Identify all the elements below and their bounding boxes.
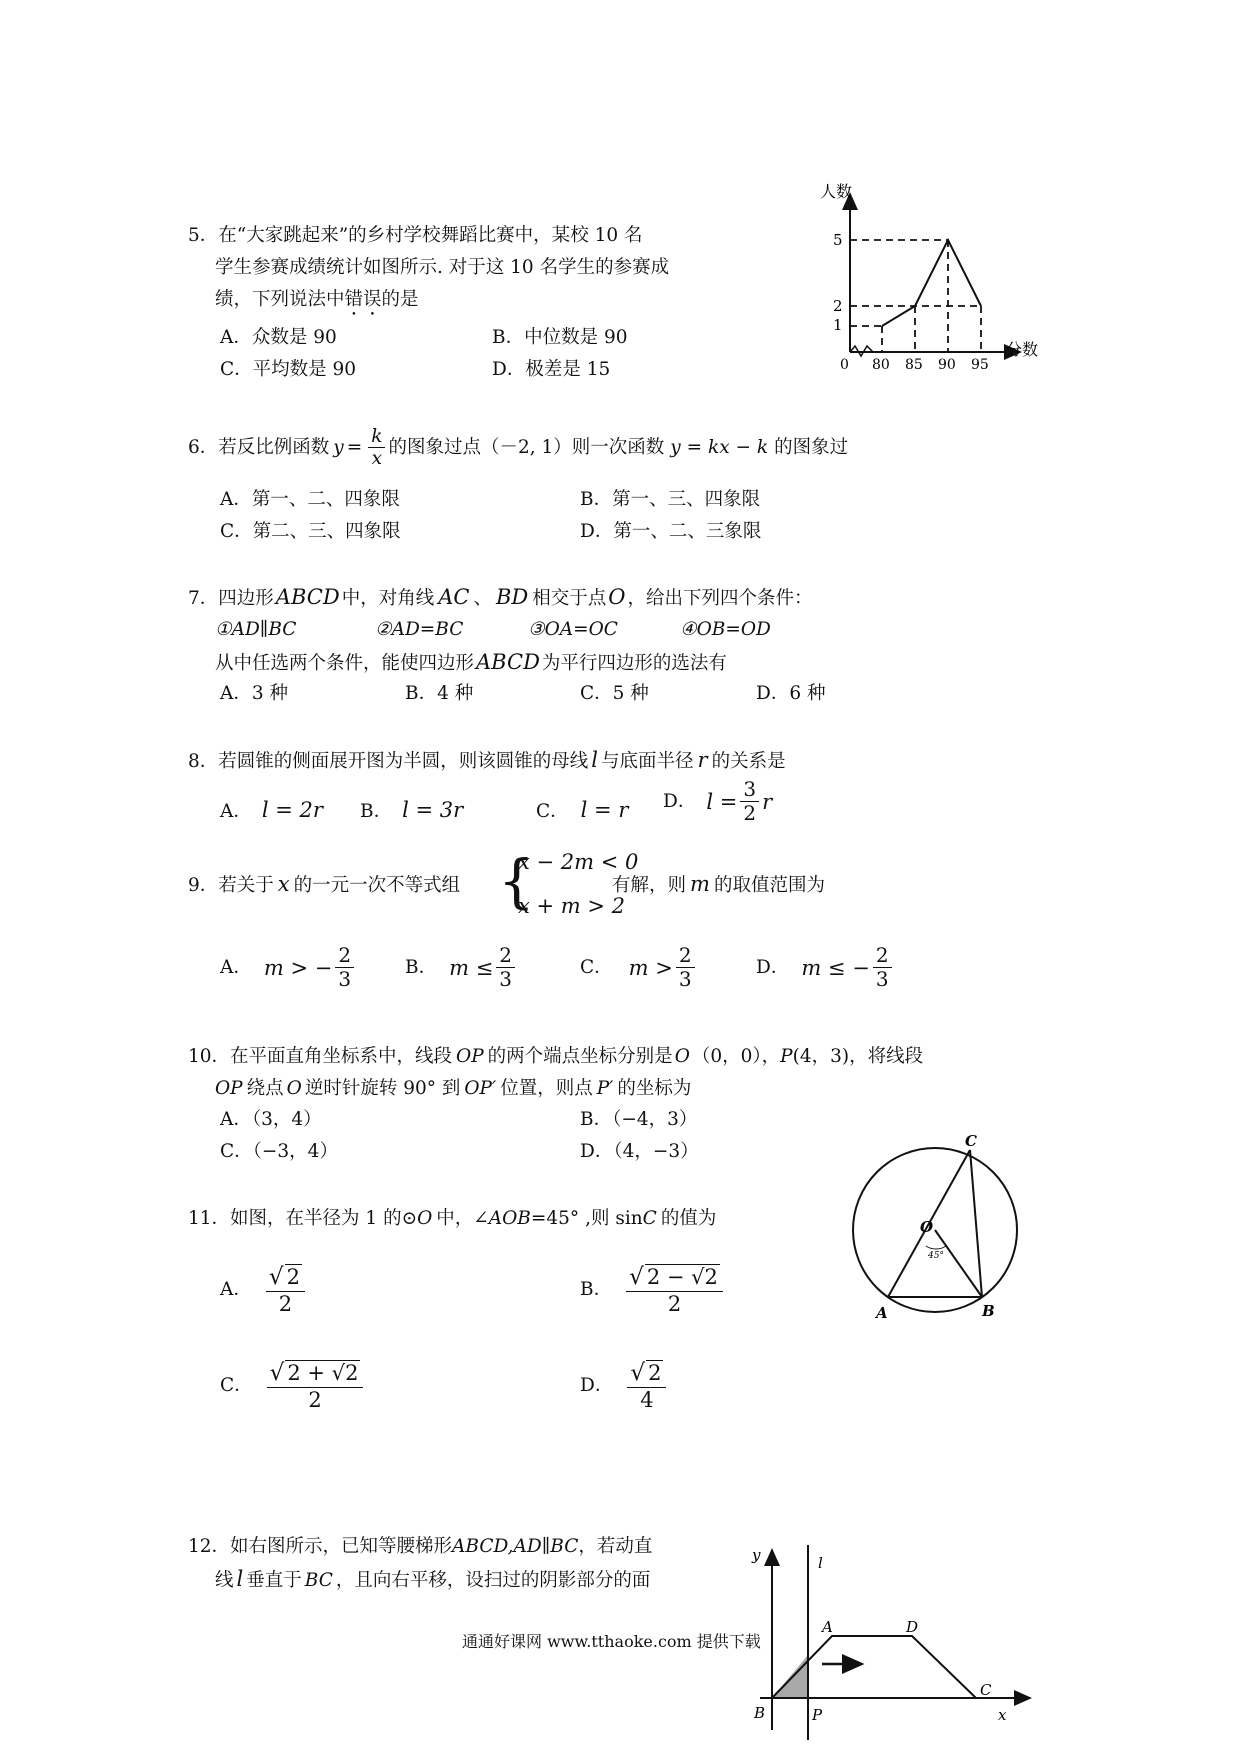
q5-dashed-guides xyxy=(850,240,981,352)
q5-xtick-80: 80 xyxy=(872,357,890,373)
q12-label-x: x xyxy=(998,1706,1007,1724)
q8-option-c: C． l = r xyxy=(536,798,629,822)
q12-label-c: C xyxy=(980,1681,992,1699)
q6-fraction-k-over-x: $\frac{k}{x}$ xyxy=(368,426,385,470)
q7-condition-3: ③OA=OC xyxy=(528,619,618,640)
q8-stem: 8．若圆锥的侧面展开图为半圆，则该圆锥的母线 l 与底面半径 r 的关系是 xyxy=(188,748,786,772)
q9-stem-pre: 9．若关于 x 的一元一次不等式组 xyxy=(188,872,461,896)
q5-option-a: A．众数是 90 xyxy=(220,327,337,348)
q6-stem: 6．若反比例函数 y = $\frac{k}{x}$ 的图象过点（－2, 1）则一次函数 y = kx − k 的图象过 xyxy=(188,426,849,470)
q5-frequency-line xyxy=(882,240,981,326)
q5-graph-ylabel: 人数 xyxy=(820,182,853,201)
q5-line3: 绩，下列说法中错误的是 xyxy=(215,289,419,310)
q8-fraction-3-over-2: $\frac{3}{2}$ xyxy=(740,778,759,825)
q8-option-d: D． l = $\frac{3}{2}$ r xyxy=(663,777,773,825)
q9-inequality-1: x − 2m < 0 xyxy=(518,850,639,874)
q12-line1: 12．如右图所示，已知等腰梯形ABCD,AD∥BC，若动直 xyxy=(188,1536,653,1557)
q11-label-b: B xyxy=(982,1302,995,1320)
q11-label-a: A xyxy=(876,1304,888,1322)
q7-condition-1: ①AD∥BC xyxy=(215,619,297,640)
q7-option-b: B．4 种 xyxy=(405,683,474,704)
q5-option-b: B．中位数是 90 xyxy=(492,327,628,348)
q9-option-d: D． m ≤ − $\frac{2}{3}$ xyxy=(756,944,895,991)
q6-option-b: B．第一、三、四象限 xyxy=(580,489,761,510)
q9-inequality-2: x + m > 2 xyxy=(518,894,626,918)
q7-line3: 从中任选两个条件，能使四边形ABCD 为平行四边形的选法有 xyxy=(215,650,727,674)
q6-option-d: D．第一、二、三象限 xyxy=(580,521,762,542)
q8-option-b: B． l = 3r xyxy=(360,798,464,822)
q7-option-a: A．3 种 xyxy=(220,683,289,704)
q10-option-a: A．（3，4） xyxy=(220,1109,322,1130)
q5-ytick-1: 1 xyxy=(833,316,843,334)
q5-score-graph xyxy=(820,172,1060,382)
q12-label-l: l xyxy=(818,1554,823,1572)
q5-graph-xlabel: 分数 xyxy=(1006,340,1039,359)
q10-option-b: B．（−4，3） xyxy=(580,1109,698,1130)
q12-label-p: P xyxy=(812,1706,823,1724)
q9-stem-post: 有解，则 m 的取值范围为 xyxy=(612,872,825,896)
q9-brace: { xyxy=(498,847,535,915)
q12-trapezoid-figure xyxy=(740,1540,1040,1754)
q5-xtick-0: 0 xyxy=(840,357,849,373)
q9-option-c: C． m > $\frac{2}{3}$ xyxy=(580,944,698,991)
q11-label-o: O xyxy=(920,1218,934,1236)
q5-ytick-2: 2 xyxy=(833,297,843,315)
q12-line2: 线 l 垂直于 BC ，且向右平移，设扫过的阴影部分的面 xyxy=(215,1567,651,1591)
q6-option-c: C．第二、三、四象限 xyxy=(220,521,401,542)
q6-option-a: A．第一、二、四象限 xyxy=(220,489,400,510)
q11-stem: 11．如图，在半径为 1 的⊙O 中，∠AOB=45° ,则 sinC 的值为 xyxy=(188,1208,717,1229)
q10-option-c: C．（−3，4） xyxy=(220,1141,338,1162)
q7-option-c: C．5 种 xyxy=(580,683,649,704)
q10-line1: 10．在平面直角坐标系中，线段 OP 的两个端点坐标分别是 O （0，0），P(4，3)，将线段 xyxy=(188,1046,924,1067)
q12-label-d: D xyxy=(906,1618,919,1636)
q7-option-d: D．6 种 xyxy=(756,683,826,704)
q9-option-b: B． m ≤ $\frac{2}{3}$ xyxy=(405,944,518,991)
q11-option-b: B． $\frac{√ 2 - √2}{2}$ xyxy=(580,1264,726,1316)
q5-xtick-85: 85 xyxy=(905,357,923,373)
q5-option-c: C．平均数是 90 xyxy=(220,359,357,380)
q6-linear-function: y = kx − k xyxy=(670,437,769,459)
q7-condition-4: ④OB=OD xyxy=(680,619,771,640)
q11-label-c: C xyxy=(965,1132,977,1150)
q10-option-d: D．（4，−3） xyxy=(580,1141,699,1162)
q11-option-c: C． $\frac{√ 2 + √2}{2}$ xyxy=(220,1360,366,1412)
q5-xtick-95: 95 xyxy=(971,357,989,373)
q11-option-a: A． $\frac{√ 2}{2}$ xyxy=(220,1264,308,1316)
q12-label-b: B xyxy=(754,1704,766,1722)
q5-line1: 5．在“大家跳起来”的乡村学校舞蹈比赛中，某校 10 名 xyxy=(188,225,643,246)
q5-xtick-90: 90 xyxy=(938,357,956,373)
q5-ytick-5: 5 xyxy=(833,231,843,249)
q8-option-a: A． l = 2r xyxy=(220,798,323,822)
q10-line2: OP 绕点 O 逆时针旋转 90° 到 OP′ 位置，则点 P′ 的坐标为 xyxy=(215,1078,692,1099)
q5-line2: 学生参赛成绩统计如图所示. 对于这 10 名学生的参赛成 xyxy=(215,257,670,278)
q5-option-d: D．极差是 15 xyxy=(492,359,611,380)
footer-source: 通通好课网 www.tthaoke.com 提供下载 xyxy=(462,1632,761,1651)
q12-label-y: y xyxy=(752,1546,761,1564)
q5-emphasis-word: 错误 xyxy=(344,289,382,310)
q11-angle-label: 45° xyxy=(928,1251,944,1261)
q7-condition-2: ②AD=BC xyxy=(375,619,464,640)
q12-label-a: A xyxy=(822,1618,833,1636)
q9-option-a: A． m > − $\frac{2}{3}$ xyxy=(220,944,357,991)
q11-circle-figure xyxy=(840,1130,1030,1345)
q11-option-d: D． $\frac{√ 2}{4}$ xyxy=(580,1360,669,1412)
q7-stem: 7．四边形ABCD 中，对角线 AC 、 BD 相交于点O ，给出下列四个条件： xyxy=(188,585,813,609)
